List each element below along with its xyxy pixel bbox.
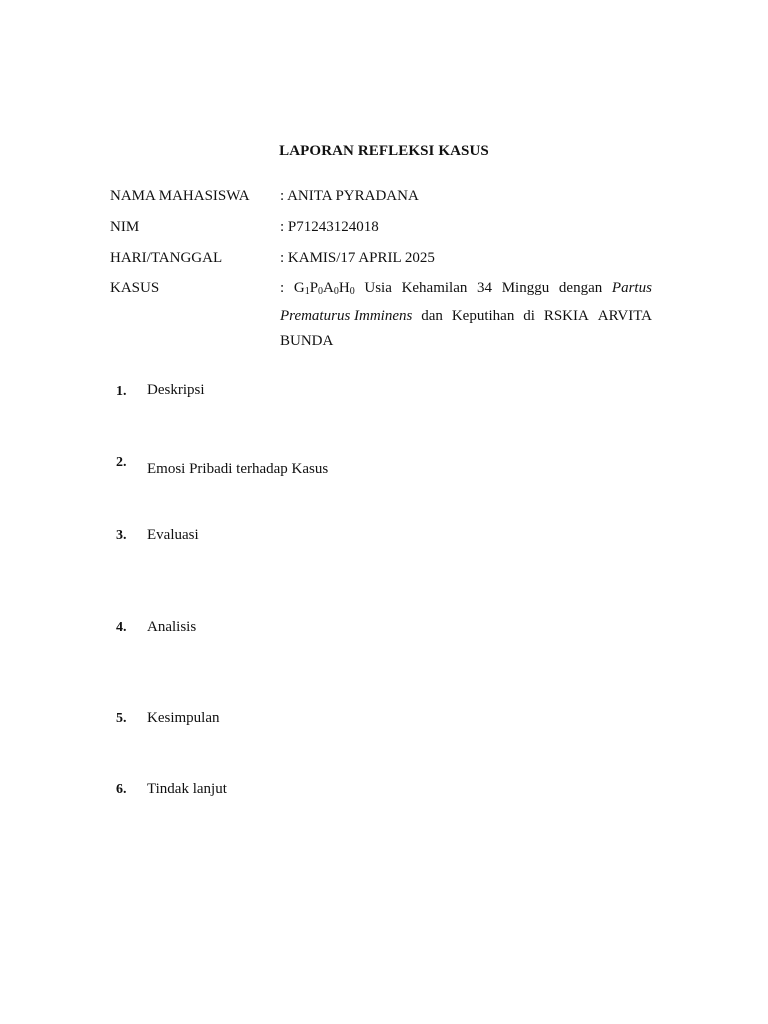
info-label-nim: NIM — [110, 219, 140, 235]
kasus-word: Usia — [364, 280, 392, 296]
info-value-tanggal: : KAMIS/17 APRIL 2025 — [280, 250, 435, 266]
kasus-word: Minggu — [501, 280, 550, 296]
kasus-word: RSKIA — [543, 308, 589, 324]
kasus-word: Kehamilan — [401, 280, 468, 296]
section-number: 1. — [116, 384, 127, 399]
kasus-line-3 — [280, 329, 652, 354]
section-title: Emosi Pribadi terhadap Kasus — [147, 461, 329, 477]
section-title: Tindak lanjut — [147, 781, 227, 797]
document-title: LAPORAN REFLEKSI KASUS — [279, 143, 489, 159]
kasus-word-italic: Partus — [611, 280, 652, 296]
kasus-obstetric-code: $G_1P_0A_0H_0$ — [293, 280, 355, 297]
info-value-nim: : P71243124018 — [280, 219, 379, 235]
kasus-line-2 — [280, 304, 652, 329]
kasus-word: Keputihan — [451, 308, 515, 324]
kasus-line-1 — [280, 276, 652, 304]
kasus-word: ARVITA — [597, 308, 652, 324]
section-title: Kesimpulan — [147, 710, 220, 726]
info-label-kasus: KASUS — [110, 280, 160, 296]
info-label-nama: NAMA MAHASISWA — [110, 188, 250, 204]
section-number: 2. — [116, 455, 127, 470]
kasus-word: di — [523, 308, 535, 324]
kasus-word: BUNDA — [280, 333, 334, 349]
section-number: 5. — [116, 711, 127, 726]
kasus-word: 34 — [477, 280, 493, 296]
info-value-nama: : ANITA PYRADANA — [280, 188, 419, 204]
section-title: Evaluasi — [147, 527, 199, 543]
section-title: Analisis — [147, 619, 197, 635]
section-title: Deskripsi — [147, 382, 205, 398]
section-number: 3. — [116, 528, 127, 543]
kasus-colon: : — [280, 280, 285, 296]
kasus-word: dan — [421, 308, 443, 324]
kasus-word-italic: Prematurus Imminens — [280, 308, 413, 324]
info-value-kasus — [280, 276, 652, 354]
kasus-word: dengan — [558, 280, 603, 296]
info-label-tanggal: HARI/TANGGAL — [110, 250, 223, 266]
section-number: 4. — [116, 620, 127, 635]
section-number: 6. — [116, 782, 127, 797]
